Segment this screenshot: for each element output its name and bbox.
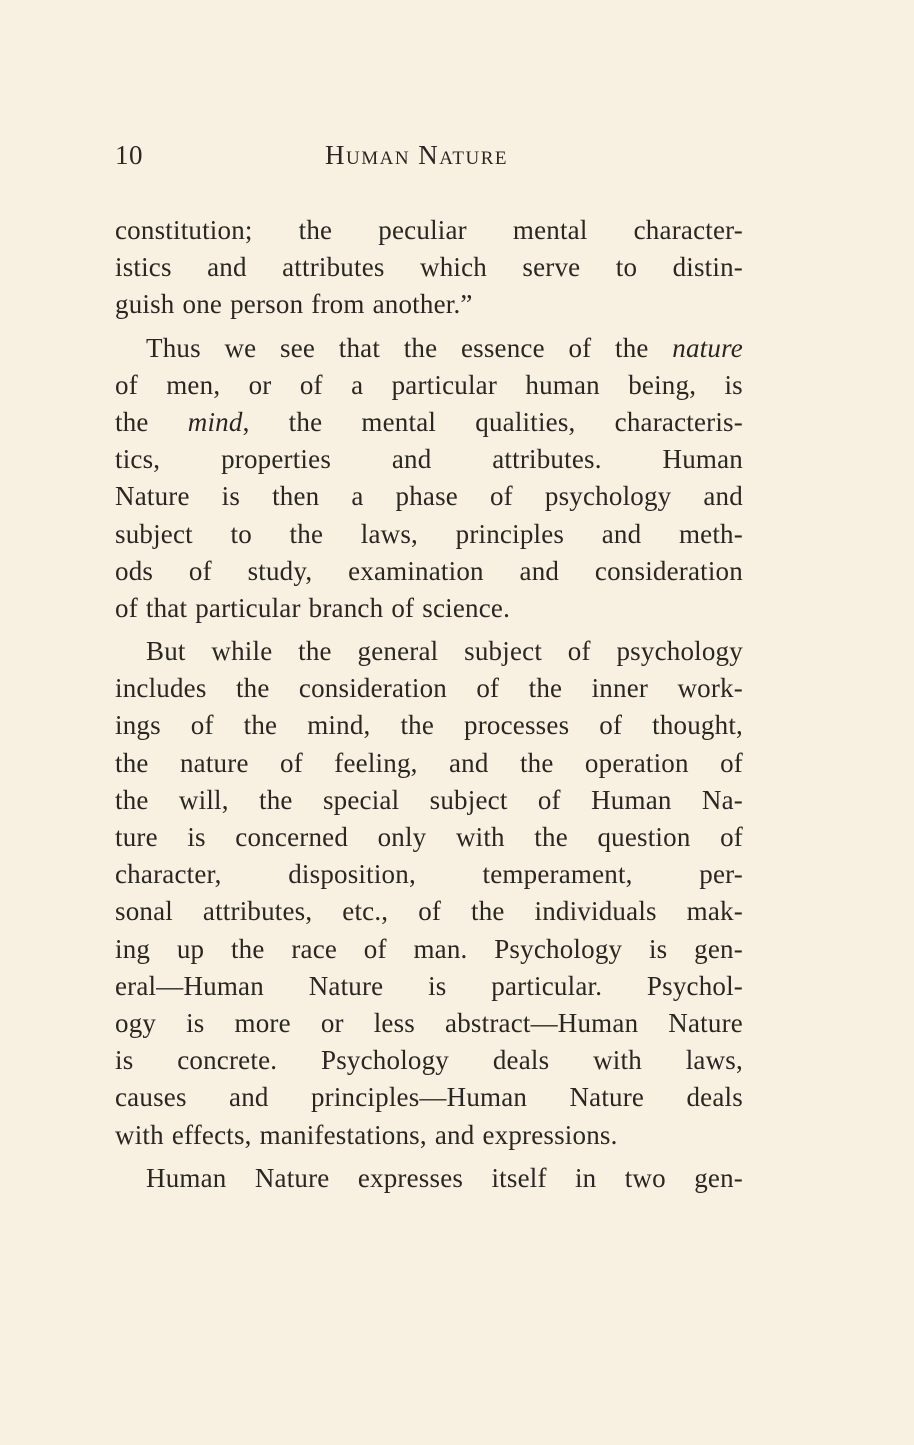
text-line <box>115 1079 743 1116</box>
word: the <box>403 332 438 363</box>
word: or <box>320 1007 344 1038</box>
word: particular. <box>491 970 603 1001</box>
word: operation <box>584 747 689 778</box>
word: and <box>519 555 560 586</box>
word: special <box>322 784 400 815</box>
word: that <box>145 592 188 623</box>
word: man. <box>413 933 468 964</box>
word: with <box>455 822 505 852</box>
word: ods <box>115 555 154 586</box>
word: men, <box>166 369 221 400</box>
word: with <box>593 1045 642 1076</box>
word: qualities, <box>475 406 576 437</box>
word: laws, <box>360 518 419 549</box>
word: itself <box>491 1162 547 1193</box>
word: of <box>537 784 561 815</box>
word: psychology <box>544 481 672 512</box>
word: and <box>703 481 743 512</box>
word: of <box>476 673 500 704</box>
word: gen- <box>694 1162 743 1193</box>
word: is <box>115 1045 134 1076</box>
word: the <box>534 822 568 852</box>
word: see <box>280 332 316 363</box>
word: individuals <box>534 896 657 927</box>
page-header <box>115 140 740 180</box>
word: science. <box>422 592 511 623</box>
word: study, <box>247 555 313 586</box>
word: serve <box>522 252 581 283</box>
word: Nature <box>668 1007 743 1038</box>
word: mental <box>361 406 437 437</box>
page-number: 10 <box>115 140 143 170</box>
word: processes <box>464 710 570 741</box>
word: ing <box>115 933 151 964</box>
word: Thus <box>146 332 201 363</box>
body-text <box>115 212 743 1197</box>
word: particular <box>195 592 301 623</box>
word: Human <box>591 784 672 815</box>
word: Human <box>662 444 743 475</box>
word: person <box>230 289 304 320</box>
word: tics, <box>115 444 161 475</box>
word: ings <box>115 710 161 741</box>
word: less <box>373 1007 416 1038</box>
text-line <box>115 745 743 782</box>
word: of <box>720 747 743 778</box>
word: character- <box>633 215 743 245</box>
word: and <box>391 444 432 475</box>
word: the <box>528 673 563 704</box>
text-line <box>115 590 743 627</box>
word: only <box>377 822 427 852</box>
word: and <box>207 252 247 283</box>
word: meth- <box>678 518 743 549</box>
word: or <box>248 369 272 400</box>
word: attributes <box>282 252 385 283</box>
word: the <box>298 636 332 667</box>
word: of <box>190 710 214 741</box>
word: expressions. <box>482 1119 618 1150</box>
word: will, <box>178 784 229 815</box>
word: to <box>230 518 252 549</box>
word: is <box>187 822 206 852</box>
word: of <box>280 747 303 778</box>
word: is <box>428 970 447 1001</box>
text-line <box>115 212 743 249</box>
word: while <box>211 636 273 667</box>
word: up <box>176 933 205 964</box>
text-line <box>115 1042 743 1079</box>
word: Human <box>146 1162 227 1193</box>
word: of <box>567 636 591 667</box>
text-line <box>115 782 743 819</box>
word: causes <box>115 1082 187 1113</box>
word: expresses <box>357 1162 464 1193</box>
word: of <box>115 592 138 623</box>
word: properties <box>221 444 332 475</box>
word: thought, <box>652 710 743 741</box>
word: characteris- <box>614 406 743 437</box>
word: eral—Human <box>115 970 264 1001</box>
word: gen- <box>694 933 743 964</box>
word: from <box>311 289 365 320</box>
word: psychology <box>616 636 743 667</box>
word: general <box>357 636 439 667</box>
text-line <box>115 1005 743 1042</box>
text-line <box>115 553 743 590</box>
word: feeling, <box>334 747 418 778</box>
word: the <box>230 933 265 964</box>
word: the <box>519 747 554 778</box>
word: of <box>363 933 387 964</box>
word: essence <box>460 332 545 363</box>
word: which <box>420 252 487 283</box>
word: Nature <box>569 1082 645 1113</box>
word: with <box>115 1119 164 1150</box>
paragraph-first-line <box>115 330 743 367</box>
text-line <box>115 286 743 323</box>
paragraph-first-line <box>115 633 743 670</box>
word: of <box>418 896 442 927</box>
word: two <box>624 1162 666 1193</box>
text-line <box>115 367 743 404</box>
word: to <box>615 252 638 283</box>
word: per- <box>699 859 743 890</box>
word: guish <box>115 289 175 320</box>
word: Psychol- <box>646 970 743 1001</box>
text-line <box>115 516 743 553</box>
word: and <box>229 1082 269 1113</box>
word: the <box>115 406 149 437</box>
word: But <box>146 636 186 667</box>
word: inner <box>591 673 649 704</box>
word: is <box>221 481 241 512</box>
word: human <box>525 369 600 400</box>
word: consideration <box>594 555 743 586</box>
word: examination <box>348 555 484 586</box>
word: particular <box>391 369 498 400</box>
text-line <box>115 1117 743 1154</box>
word: the <box>298 215 333 245</box>
word: the <box>471 896 505 927</box>
text-line <box>115 819 743 856</box>
word: the <box>115 784 149 815</box>
word: race <box>291 933 338 964</box>
text-line <box>115 404 743 441</box>
text-line <box>115 968 743 1005</box>
word: Nature <box>115 481 190 512</box>
word: Nature <box>308 970 384 1001</box>
word: we <box>224 332 257 363</box>
word: sonal <box>115 896 173 927</box>
word: peculiar <box>378 215 467 245</box>
word: of <box>599 710 623 741</box>
running-head: Human Nature <box>325 140 509 170</box>
word: being, <box>628 369 697 400</box>
word: etc., <box>342 896 389 927</box>
word: consideration <box>298 673 447 704</box>
word: the <box>289 518 324 549</box>
word: phase <box>395 481 458 512</box>
word: the <box>235 673 270 704</box>
text-line <box>115 893 743 930</box>
word: the <box>259 784 293 815</box>
word: Nature <box>254 1162 330 1193</box>
word: in <box>574 1162 597 1193</box>
word: character, <box>115 859 222 890</box>
word: is <box>648 933 668 964</box>
word: concerned <box>235 822 349 852</box>
word: manifestations, <box>259 1119 427 1150</box>
word: a <box>351 369 364 400</box>
word: of <box>489 481 513 512</box>
text-line <box>115 856 743 893</box>
word: question <box>597 822 691 852</box>
word: the <box>243 710 278 741</box>
text-line <box>115 707 743 744</box>
word: temperament, <box>482 859 633 890</box>
word: nature <box>672 332 743 363</box>
word: Psychology <box>494 933 623 964</box>
word: attributes. <box>492 444 602 475</box>
text-line <box>115 670 743 707</box>
word: attributes, <box>202 896 313 927</box>
word: a <box>351 481 364 512</box>
word: principles—Human <box>310 1082 528 1113</box>
text-line <box>115 478 743 515</box>
word: Na- <box>701 784 743 815</box>
word: then <box>272 481 320 512</box>
word: mind, <box>307 710 371 741</box>
word: work- <box>677 673 743 704</box>
word: subject <box>115 518 193 549</box>
word: the <box>615 332 649 363</box>
word: concrete. <box>177 1045 278 1076</box>
word: of <box>568 332 592 363</box>
paragraph-first-line <box>115 1160 743 1197</box>
word: ture <box>115 822 158 852</box>
word: nature <box>179 747 249 778</box>
word: the <box>115 747 149 778</box>
word: of <box>115 369 138 400</box>
text-line <box>115 931 743 968</box>
word: abstract—Human <box>445 1007 639 1038</box>
word: mak- <box>686 896 743 927</box>
word: principles <box>455 518 565 549</box>
word: of <box>299 369 323 400</box>
word: of <box>188 555 212 586</box>
word: one <box>182 289 223 320</box>
word: effects, <box>171 1119 252 1150</box>
word: of <box>391 592 415 623</box>
word: of <box>720 822 743 852</box>
word: is <box>724 369 743 400</box>
word: branch <box>308 592 384 623</box>
word: includes <box>115 673 207 704</box>
word: subject <box>464 636 543 667</box>
word: disposition, <box>288 859 416 890</box>
text-line <box>115 249 743 286</box>
word: distin- <box>672 252 743 283</box>
word: deals <box>686 1082 743 1113</box>
word: laws, <box>685 1045 743 1076</box>
word: and <box>434 1119 475 1150</box>
word: and <box>448 747 489 778</box>
word: more <box>234 1007 291 1038</box>
word: that <box>338 332 381 363</box>
word: the <box>400 710 435 741</box>
word: ogy <box>115 1007 157 1038</box>
word: istics <box>115 252 172 283</box>
word: mind, <box>187 406 250 437</box>
word: is <box>186 1007 205 1038</box>
word: constitution; <box>115 215 253 245</box>
word: another.” <box>372 289 473 320</box>
word: the <box>288 406 323 437</box>
word: subject <box>429 784 508 815</box>
text-line <box>115 441 743 478</box>
word: Psychology <box>321 1045 450 1076</box>
word: deals <box>492 1045 550 1076</box>
word: and <box>601 518 642 549</box>
word: mental <box>512 215 588 245</box>
